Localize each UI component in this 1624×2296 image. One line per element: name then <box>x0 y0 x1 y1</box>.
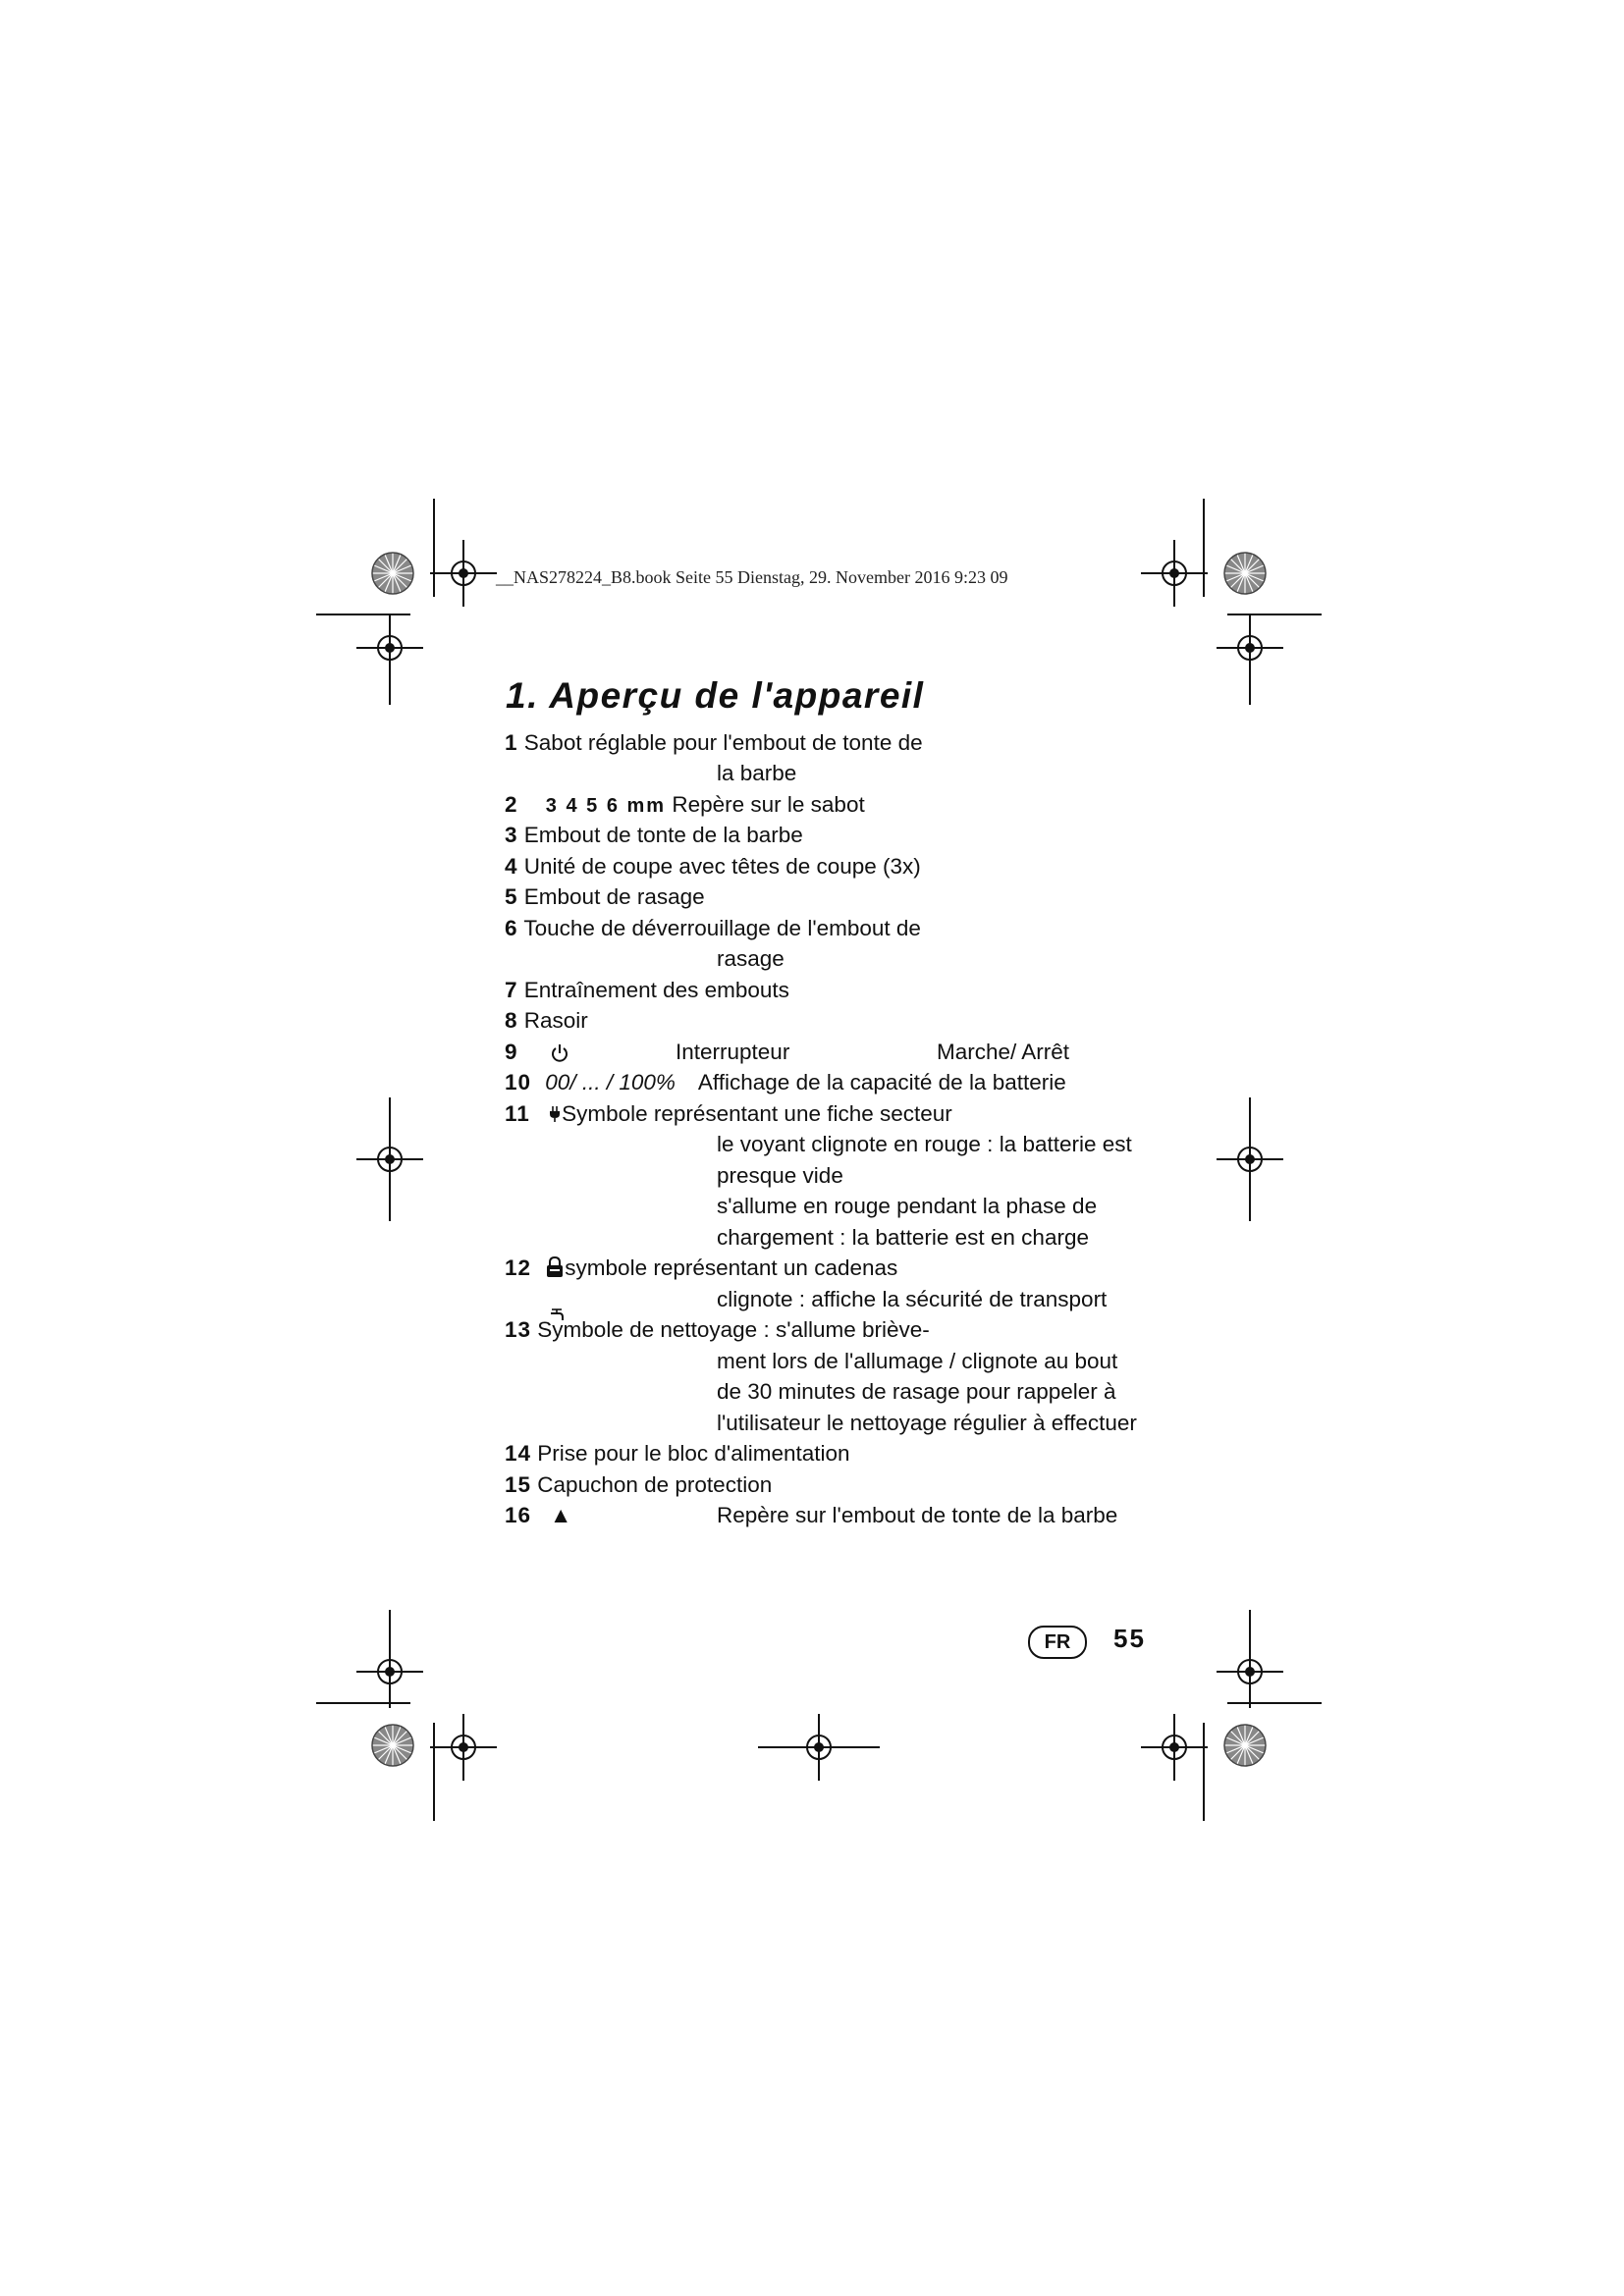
item-text: Unité de coupe avec têtes de coupe (3x) <box>523 854 921 879</box>
list-item <box>505 1006 588 1036</box>
list-item <box>505 1501 1192 1530</box>
item-number: 10 <box>505 1070 532 1095</box>
item-text: Sabot réglable pour l'embout de tonte de <box>523 730 923 755</box>
page-title: 1. Aperçu de l'appareil <box>506 675 925 716</box>
item-number: 9 <box>505 1040 518 1064</box>
plug-icon <box>548 1105 562 1123</box>
item-text: Interrupteur <box>676 1040 790 1064</box>
item-continuation: le voyant clignote en rouge : la batterie est <box>717 1132 1132 1156</box>
item-text: Prise pour le bloc d'alimentation <box>537 1441 850 1466</box>
item-number: 4 <box>505 854 518 879</box>
list-item <box>505 882 705 912</box>
list-item <box>505 976 789 1005</box>
item-number: 12 <box>505 1255 532 1280</box>
item-text: Capuchon de protection <box>537 1472 773 1497</box>
item-text: Embout de tonte de la barbe <box>523 823 803 847</box>
item-text: Repère sur le sabot <box>672 792 865 817</box>
item-continuation: clignote : affiche la sécurité de transport <box>717 1287 1108 1311</box>
list-item <box>505 1439 850 1468</box>
item-number: 6 <box>505 916 518 940</box>
list-item <box>505 914 921 943</box>
item-text: Entraînement des embouts <box>523 978 789 1002</box>
list-item <box>505 1099 952 1129</box>
print-info-line: __NAS278224_B8.book Seite 55 Dienstag, 29. November 2016 9:23 09 <box>496 567 1008 587</box>
item-text: Touche de déverrouillage de l'embout de <box>523 916 921 940</box>
size-marks: 3 4 5 6 mm <box>545 795 667 817</box>
item-continuation: ment lors de l'allumage / clignote au bout <box>717 1349 1118 1373</box>
item-number: 11 <box>505 1101 530 1126</box>
item-number: 16 <box>505 1503 532 1527</box>
list-item <box>505 1315 930 1345</box>
item-continuation: de 30 minutes de rasage pour rappeler à <box>717 1379 1116 1404</box>
list-item <box>505 1254 897 1283</box>
item-number: 14 <box>505 1441 532 1466</box>
item-continuation: la barbe <box>717 761 797 785</box>
list-item <box>505 1038 1192 1067</box>
item-text: Symbole représentant une fiche secteur <box>562 1101 952 1126</box>
language-badge: FR <box>1028 1626 1087 1659</box>
capacity-marks: 00/ ... / 100% <box>545 1070 676 1095</box>
item-continuation: l'utilisateur le nettoyage régulier à effectuer <box>717 1411 1137 1435</box>
item-number: 8 <box>505 1008 518 1033</box>
item-number: 5 <box>505 884 518 909</box>
item-text: Repère sur l'embout de tonte de la barbe <box>717 1503 1118 1527</box>
item-number: 15 <box>505 1472 532 1497</box>
item-continuation: s'allume en rouge pendant la phase de <box>717 1194 1098 1218</box>
item-text-secondary: Marche/ Arrêt <box>937 1040 1070 1064</box>
page-number: 55 <box>1113 1624 1146 1653</box>
item-continuation: chargement : la batterie est en charge <box>717 1225 1089 1250</box>
item-number: 7 <box>505 978 518 1002</box>
item-number: 13 <box>505 1317 532 1342</box>
item-continuation: presque vide <box>717 1163 843 1188</box>
item-continuation: rasage <box>717 946 785 971</box>
item-number: 2 <box>505 792 518 817</box>
triangle-icon: ▲ <box>550 1503 572 1527</box>
item-text: Rasoir <box>523 1008 588 1033</box>
list-item <box>505 1470 772 1500</box>
item-text: Embout de rasage <box>523 884 705 909</box>
item-text: Affichage de la capacité de la batterie <box>697 1070 1066 1095</box>
list-item <box>505 1068 1066 1097</box>
list-item <box>505 852 921 881</box>
padlock-icon <box>545 1256 565 1278</box>
list-item <box>505 821 803 850</box>
power-icon <box>550 1043 569 1063</box>
item-text: Symbole de nettoyage : s'allume briève- <box>537 1317 930 1342</box>
list-item <box>505 728 923 758</box>
item-text: symbole représentant un cadenas <box>565 1255 898 1280</box>
item-number: 1 <box>505 730 518 755</box>
list-item <box>505 790 865 821</box>
faucet-icon <box>549 1308 565 1321</box>
item-number: 3 <box>505 823 518 847</box>
